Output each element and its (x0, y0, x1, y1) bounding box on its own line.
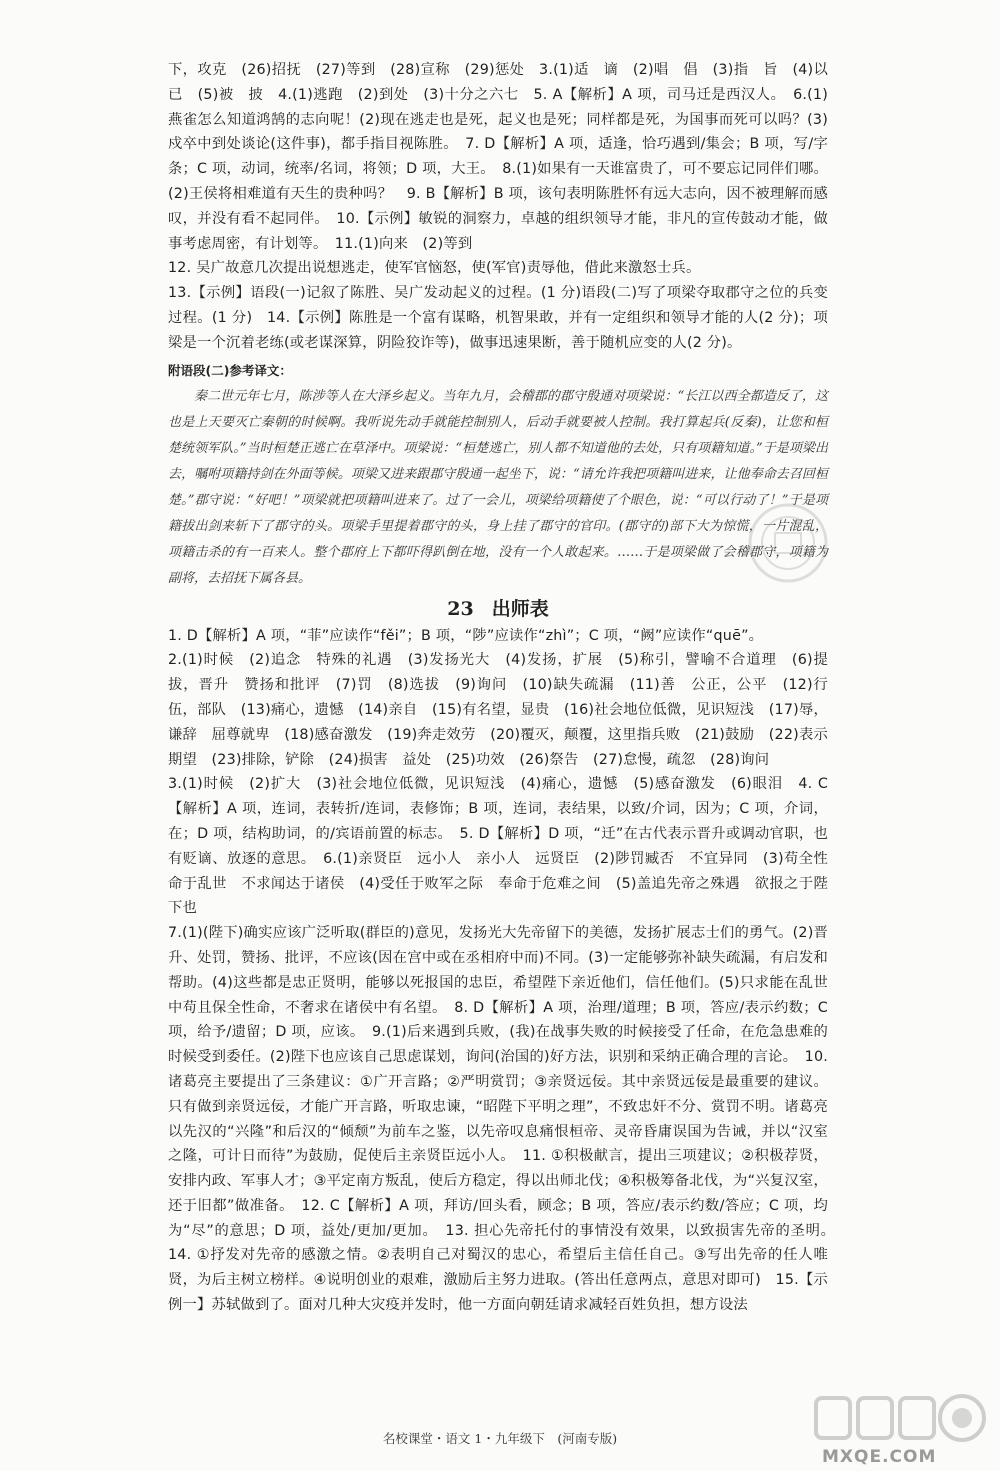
answer-paragraph: 下，攻克 (26)招抚 (27)等到 (28)宣称 (29)惩处 3.(1)适 谪 (2)唱 倡 (3)指 旨 (4)以 已 (5)被 披 4.(1)逃跑 (2)到处 (3)十分之六七 5. A【解析】A 项，司马迁是西汉人。 6.(1)燕雀怎么知道鸿鹄的志向呢！(2)现在逃走也是死，起义也是死；同样都是死，为国事而死可以吗？(3)戍卒中到处谈论(这件事)，都手指目视陈胜。 7. D【解析】A 项，适逢，恰巧遇到/集会；B 项，写/字条；C 项，动词，统率/名词，将领；D 项，大王。 8.(1)如果有一天谁富贵了，可不要忘记同伴们哪。(2)王侯将相难道有天生的贵种吗？ 9. B【解析】B 项，该句表明陈胜怀有远大志向，因不被理解而感叹，并没有看不起同伴。 10.【示例】敏锐的洞察力，卓越的组织领导才能，非凡的宣传鼓动才能，做事考虑周密，有计划等。 11.(1)向来 (2)等到 (168, 62, 843, 252)
answer-paragraph: 13.【示例】语段(一)记叙了陈胜、吴广发动起义的过程。(1 分)语段(二)写了项梁夺取郡守之位的兵变过程。(1 分) 14.【示例】陈胜是一个富有谋略，机智果敢，并有一定组织和领导才能的人(2 分)；项梁是一个沉着老练(或老谋深算，阴险狡诈等)，做事迅速果断，善于随机应变的人(2 分)。 (168, 285, 828, 351)
seal-stamp-icon (745, 500, 831, 586)
reference-translation: 秦二世元年七月，陈涉等人在大泽乡起义。当年九月，会稽郡的郡守殷通对项梁说：“长江以西全都造反了，这也是上天要灭亡秦朝的时候啊。我听说先动手就能控制别人，后动手就要被人控制。我打算起兵(反秦)，让您和桓楚统领军队。”当时桓楚正逃亡在草泽中。项梁说：“桓楚逃亡，别人都不知道他的去处，只有项籍知道。”于是项梁出去，嘱咐项籍持剑在外面等候。项梁又进来跟郡守殷通一起坐下，说：“请允许我把项籍叫进来，让他奉命去召回桓楚。”郡守说：“好吧！”项梁就把项籍叫进来了。过了一会儿，项梁给项籍使了个眼色，说：“可以行动了！”于是项籍拔出剑来斩下了郡守的头。项梁手里提着郡守的头，身上挂了郡守的官印。(郡守的)部下大为惊慌，一片混乱，项籍击杀的有一百来人。整个郡府上下都吓得趴倒在地，没有一个人敢起来。……于是项梁做了会稽郡守，项籍为副将，去招抚下属各县。 (168, 388, 828, 586)
answer-paragraph: 3.(1)时候 (2)扩大 (3)社会地位低微，见识短浅 (4)痛心，遗憾 (5)感奋激发 (6)眼泪 4. C【解析】A 项，连词，表转折/连词，表修饰；B 项，连词，表结果，以致/介词，因为；C 项，介词，在；D 项，结构助词，的/宾语前置的标志。 5. D【解析】D 项，“迁”在古代表示晋升或调动官职，也有贬谪、放逐的意思。 6.(1)亲贤臣 远小人 亲小人 远贤臣 (2)陟罚臧否 不宜异同 (3)苟全性命于乱世 不求闻达于诸侯 (4)受任于败军之际 奉命于危难之间 (5)盖追先帝之殊遇 欲报之于陛下也 (168, 776, 828, 917)
watermark-domain: MXQE.COM (822, 1447, 937, 1467)
answer-paragraph: 2.(1)时候 (2)追念 特殊的礼遇 (3)发扬光大 (4)发扬，扩展 (5)称引，譬喻不合道理 (6)提拔，晋升 赞扬和批评 (7)罚 (8)选拔 (9)询问 (10)缺失疏漏 (11)善 公正，公平 (12)行伍，部队 (13)痛心，遗憾 (14)亲自 (15)有名望，显贵 (16)社会地位低微，见识短浅 (17)辱，谦辞 屈尊就卑 (18)感奋激发 (19)奔走效劳 (20)覆灭，颠覆，这里指兵败 (21)鼓励 (22)表示期望 (23)排除，铲除 (24)损害 益处 (25)功效 (26)祭告 (27)怠慢，疏忽 (28)询问 (168, 652, 828, 768)
section-number: 23 (447, 597, 474, 620)
appendix-heading: 附语段(二)参考译文： (168, 362, 292, 378)
section-title (168, 594, 828, 624)
answer-page (168, 58, 843, 1318)
answer-paragraph: 12. 吴广故意几次提出说想逃走，使军官恼怒，使(军官)责辱他，借此来激怒士兵。 (168, 260, 701, 277)
answer-paragraph: 7.(1)(陛下)确实应该广泛听取(群臣的)意见，发扬光大先帝留下的美德，发扬扩展志士们的勇气。(2)晋升、处罚，赞扬、批评，不应该(因在宫中或在丞相府中而)不同。(3)一定能够弥补缺失疏漏，有启发和帮助。(4)这些都是忠正贤明，能够以死报国的忠臣，希望陛下亲近他们，信任他们。(5)只求能在乱世中苟且保全性命，不奢求在诸侯中有名望。 8. D【解析】A 项，治理/道理；B 项，答应/表示约数；C 项，给予/遗留；D 项，应该。 9.(1)后来遇到兵败，(我)在战事失败的时候接受了任命，在危急患难的时候受到委任。(2)陛下也应该自己思虑谋划，询问(治国的)好方法，识别和采纳正确合理的言论。 10. 诸葛亮主要提出了三条建议：①广开言路；②严明赏罚；③亲贤远佞。其中亲贤远佞是最重要的建议。只有做到亲贤远佞，才能广开言路，听取忠谏，“昭陛下平明之理”，不致忠奸不分、赏罚不明。诸葛亮以先汉的“兴隆”和后汉的“倾颓”为前车之鉴，以先帝叹息痛恨桓帝、灵帝昏庸误国为告诫，并以“汉室之隆，可计日而待”为鼓励，促使后主亲贤臣远小人。 11. ①积极献言，提出三项建议；②积极荐贤，安排内政、军事人才；③平定南方叛乱，使后方稳定，得以出师北伐；④积极筹备北伐，为“兴复汉室，还于旧都”做准备。 12. C【解析】A 项，拜访/回头看，顾念；B 项，答应/表示约数/答应；C 项，均为“尽”的意思；D 项，益处/更加/更加。 13. 担心先帝托付的事情没有效果，以致损害先帝的圣明。 14. ①抒发对先帝的感激之情。②表明自己对蜀汉的忠心，希望后主信任自己。③写出先帝的任人唯贤，为后主树立榜样。④说明创业的艰难，激励后主努力进取。(答出任意两点，意思对即可) 15.【示例一】苏轼做到了。面对几种大灾疫并发时，他一方面向朝廷请求减轻百姓负担，想方设法 (168, 925, 843, 1314)
page-footer: 名校课堂・语文 1・九年级下 (河南专版) (382, 1431, 618, 1446)
answer-paragraph: 1. D【解析】A 项，“菲”应读作“fěi”；B 项，“陟”应读作“zhì”；C 项，“阙”应读作“quē”。 (168, 627, 764, 644)
section-name: 出师表 (491, 597, 549, 620)
